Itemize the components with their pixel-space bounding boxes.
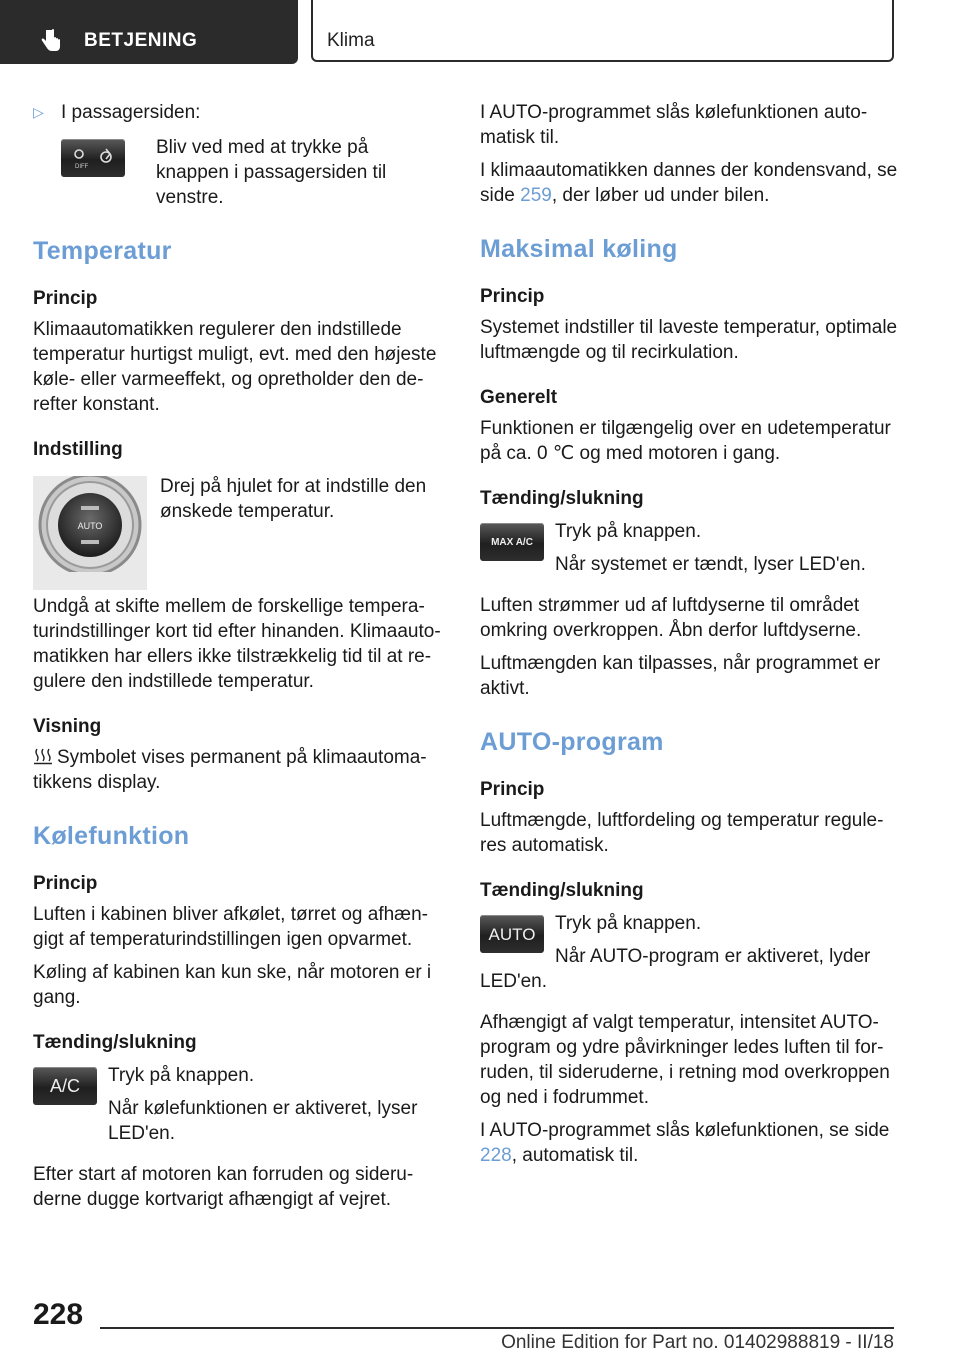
koling-text: Køling af kabinen kan kun ske, når motoren er i gang. (33, 962, 432, 1008)
temperature-dial-icon (33, 476, 147, 590)
kolefunktion-heading: Kølefunktion (33, 822, 190, 850)
svg-text:DIFF: DIFF (75, 164, 89, 170)
auto-button-label: AUTO (488, 924, 536, 944)
maks-princip-label: Princip (480, 286, 545, 307)
page-link-228[interactable]: 228 (480, 1145, 512, 1166)
ac-button-label: A/C (49, 1075, 80, 1096)
auto-text2: I AUTO-programmet slås kølefunktionen, se side (480, 1120, 890, 1141)
temperature-dial-image (33, 476, 147, 590)
kondens-text-end: , der løber ud under bilen. (551, 185, 770, 206)
visning-label: Visning (33, 716, 102, 737)
indstilling-text: Drej på hjulet for at indstille den ønskede temperatur. (160, 476, 427, 522)
generelt-text: Funktionen er tilgængelig over en udetemperatur på ca. 0 ℃ og med motoren i gang. (480, 418, 891, 464)
undgaa-text: Undgå at skifte mellem de forskellige temperaturindstillinger kort tid efter hinanden. Klimaautomatikken har ellers ikke tilstrækkelig tid til at regulere den indstillede temperatur. (33, 596, 441, 692)
princip-label: Princip (33, 288, 98, 309)
kondens-text: I klimaautomatikken dannes der kondensvand, se side (480, 160, 898, 206)
section-title: BETJENING (84, 30, 198, 51)
indstilling-label: Indstilling (33, 439, 123, 460)
auto-led-text: Når AUTO-program er aktiveret, lyder LED'en. (480, 946, 871, 992)
kondens-paragraph (480, 158, 898, 208)
hand-icon (40, 28, 66, 54)
ac-led-text: Når kølefunktionen er aktiveret, lyser LED'en. (108, 1098, 418, 1144)
maksimal-heading: Maksimal køling (480, 235, 678, 263)
auto-text2-end: , automatisk til. (511, 1145, 639, 1166)
auto-text2-paragraph (480, 1118, 898, 1168)
passenger-item (33, 100, 445, 125)
taending-label: Tænding/slukning (33, 1032, 197, 1053)
visning-paragraph (33, 745, 445, 795)
generelt-label: Generelt (480, 387, 558, 408)
right-column (480, 100, 898, 1168)
left-column (33, 100, 445, 1212)
footer-divider (100, 1327, 894, 1329)
luftmaengden-text: Luftmængden kan tilpasses, når programmet er aktivt. (480, 653, 881, 699)
maxac-button-label: MAX A/C (491, 536, 533, 548)
visning-text: Symbolet vises permanent på klimaautomatikkens display. (33, 747, 427, 793)
princip2-text: Luften i kabinen bliver afkølet, tørret og afhængigt af temperaturindstillingen igen opvarmet. (33, 904, 428, 950)
passenger-label: I passagersiden: (61, 102, 201, 123)
fan-icon (65, 143, 121, 173)
maks-princip-text: Systemet indstiller til laveste temperatur, optimale luftmængde og til recirkulation. (480, 317, 898, 363)
dial-row (33, 474, 445, 592)
autoprogram-heading: AUTO-program (480, 728, 664, 756)
section-tab (0, 0, 298, 64)
passenger-text: Bliv ved med at trykke på knappen i passagersiden til venstre. (156, 137, 387, 208)
ac-row (33, 1063, 445, 1146)
passenger-fan-button-image (61, 139, 125, 177)
passenger-button-row (33, 135, 445, 210)
afhaengigt-text: Afhængigt af valgt temperatur, intensitet AUTO-program og ydre påvirkninger ledes luften til forruden, til sideruderne, i retning mod overkroppen og ned i fodrummet. (480, 1012, 890, 1108)
auto-taending-label: Tænding/slukning (480, 880, 644, 901)
chapter-title: Klima (327, 30, 375, 51)
temperatur-heading: Temperatur (33, 237, 172, 265)
page-link-259[interactable]: 259 (520, 185, 552, 206)
auto-princip-text: Luftmængde, luftfordeling og temperatur reguleres automatisk. (480, 810, 884, 856)
heat-flow-icon (33, 747, 53, 765)
auto-princip-label: Princip (480, 779, 545, 800)
dial-label: AUTO (77, 521, 103, 531)
maxac-led-text: Når systemet er tændt, lyser LED'en. (555, 554, 866, 575)
princip2-label: Princip (33, 873, 98, 894)
efter-text: Efter start af motoren kan forruden og sideruderne dugge kortvarigt afhængigt af vejret. (33, 1164, 414, 1210)
maks-taending-label: Tænding/slukning (480, 488, 644, 509)
auto-row (480, 911, 898, 994)
maxac-tryk-text: Tryk på knappen. (555, 521, 702, 542)
auto-button-image (480, 915, 544, 953)
edition-text: Online Edition for Part no. 01402988819 - II/18 (501, 1332, 894, 1353)
maxac-row (480, 519, 898, 577)
page-number: 228 (33, 1298, 84, 1331)
princip-text: Klimaautomatikken regulerer den indstillede temperatur hurtigst muligt, evt. med den højeste køle- eller varmeeffekt, og opretholder den derefter konstant. (33, 319, 437, 415)
auto-text1: I AUTO-programmet slås kølefunktionen automatisk til. (480, 102, 868, 148)
maxac-button-image (480, 523, 544, 561)
ac-button-image (33, 1067, 97, 1105)
triangle-bullet-icon: ▷ (33, 104, 44, 120)
chapter-header (311, 0, 894, 62)
auto-tryk-text: Tryk på knappen. (555, 913, 702, 934)
ac-tryk-text: Tryk på knappen. (108, 1065, 255, 1086)
luften-text: Luften strømmer ud af luftdyserne til området omkring overkroppen. Åbn derfor luftdyserne. (480, 595, 862, 641)
